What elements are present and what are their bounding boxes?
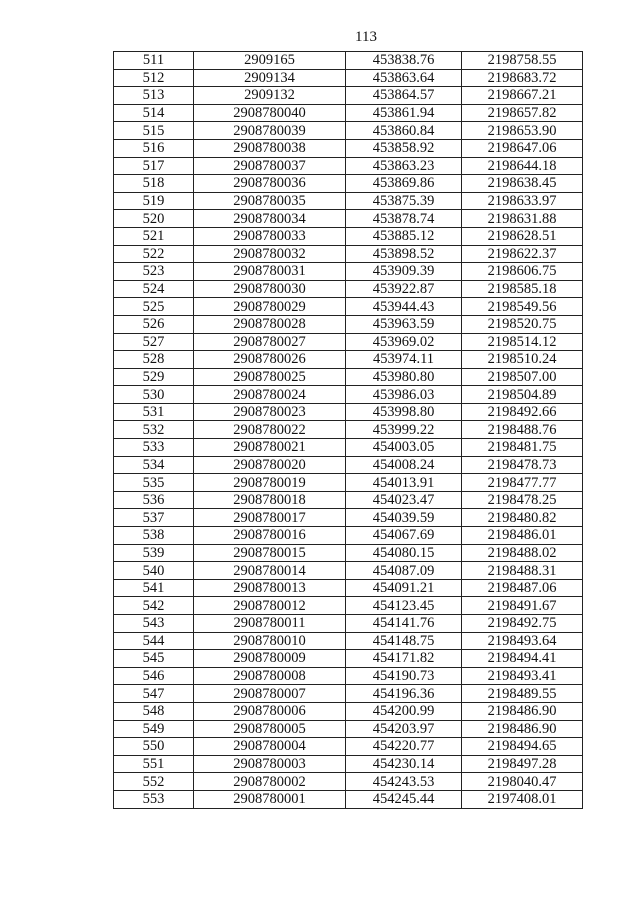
y-coordinate-cell: 2198622.37 — [462, 245, 583, 263]
x-coordinate-cell: 454087.09 — [346, 562, 462, 580]
table-row — [114, 527, 583, 545]
row-number-cell: 526 — [114, 315, 194, 333]
row-number-cell: 551 — [114, 755, 194, 773]
y-coordinate-cell: 2198493.41 — [462, 667, 583, 685]
table-row — [114, 597, 583, 615]
row-number-cell: 543 — [114, 615, 194, 633]
y-coordinate-cell: 2198492.66 — [462, 403, 583, 421]
row-number-cell: 513 — [114, 87, 194, 105]
point-id-cell: 2908780028 — [194, 315, 346, 333]
x-coordinate-cell: 453863.23 — [346, 157, 462, 175]
point-id-cell: 2908780038 — [194, 139, 346, 157]
x-coordinate-cell: 453999.22 — [346, 421, 462, 439]
y-coordinate-cell: 2198631.88 — [462, 210, 583, 228]
y-coordinate-cell: 2198481.75 — [462, 439, 583, 457]
y-coordinate-cell: 2198638.45 — [462, 175, 583, 193]
x-coordinate-cell: 453885.12 — [346, 227, 462, 245]
x-coordinate-cell: 454080.15 — [346, 544, 462, 562]
table-row — [114, 52, 583, 70]
row-number-cell: 525 — [114, 298, 194, 316]
x-coordinate-cell: 454243.53 — [346, 773, 462, 791]
table-row — [114, 474, 583, 492]
x-coordinate-cell: 454200.99 — [346, 702, 462, 720]
row-number-cell: 529 — [114, 368, 194, 386]
point-id-cell: 2908780018 — [194, 491, 346, 509]
table-row — [114, 773, 583, 791]
table-row — [114, 439, 583, 457]
x-coordinate-cell: 454203.97 — [346, 720, 462, 738]
y-coordinate-cell: 2198491.67 — [462, 597, 583, 615]
point-id-cell: 2908780014 — [194, 562, 346, 580]
x-coordinate-cell: 453838.76 — [346, 52, 462, 70]
x-coordinate-cell: 454067.69 — [346, 527, 462, 545]
table-row — [114, 755, 583, 773]
point-id-cell: 2908780040 — [194, 104, 346, 122]
point-id-cell: 2908780022 — [194, 421, 346, 439]
table-row — [114, 491, 583, 509]
table-row — [114, 175, 583, 193]
y-coordinate-cell: 2198494.65 — [462, 738, 583, 756]
row-number-cell: 548 — [114, 702, 194, 720]
x-coordinate-cell: 454091.21 — [346, 579, 462, 597]
point-id-cell: 2908780008 — [194, 667, 346, 685]
row-number-cell: 533 — [114, 439, 194, 457]
x-coordinate-cell: 453878.74 — [346, 210, 462, 228]
x-coordinate-cell: 453963.59 — [346, 315, 462, 333]
x-coordinate-cell: 453969.02 — [346, 333, 462, 351]
y-coordinate-cell: 2197408.01 — [462, 790, 583, 808]
row-number-cell: 518 — [114, 175, 194, 193]
point-id-cell: 2908780005 — [194, 720, 346, 738]
x-coordinate-cell: 454013.91 — [346, 474, 462, 492]
table-row — [114, 227, 583, 245]
table-row — [114, 315, 583, 333]
row-number-cell: 523 — [114, 263, 194, 281]
point-id-cell: 2908780004 — [194, 738, 346, 756]
x-coordinate-cell: 454196.36 — [346, 685, 462, 703]
x-coordinate-cell: 453861.94 — [346, 104, 462, 122]
table-row — [114, 720, 583, 738]
y-coordinate-cell: 2198488.76 — [462, 421, 583, 439]
row-number-cell: 527 — [114, 333, 194, 351]
x-coordinate-cell: 453980.80 — [346, 368, 462, 386]
row-number-cell: 538 — [114, 527, 194, 545]
x-coordinate-cell: 453869.86 — [346, 175, 462, 193]
point-id-cell: 2908780006 — [194, 702, 346, 720]
table-row — [114, 210, 583, 228]
table-row — [114, 245, 583, 263]
row-number-cell: 517 — [114, 157, 194, 175]
y-coordinate-cell: 2198497.28 — [462, 755, 583, 773]
table-row — [114, 509, 583, 527]
point-id-cell: 2908780017 — [194, 509, 346, 527]
y-coordinate-cell: 2198477.77 — [462, 474, 583, 492]
table-row — [114, 421, 583, 439]
row-number-cell: 512 — [114, 69, 194, 87]
point-id-cell: 2908780030 — [194, 280, 346, 298]
point-id-cell: 2908780034 — [194, 210, 346, 228]
table-row — [114, 139, 583, 157]
y-coordinate-cell: 2198488.02 — [462, 544, 583, 562]
x-coordinate-cell: 454039.59 — [346, 509, 462, 527]
row-number-cell: 547 — [114, 685, 194, 703]
point-id-cell: 2908780021 — [194, 439, 346, 457]
y-coordinate-cell: 2198657.82 — [462, 104, 583, 122]
y-coordinate-cell: 2198633.97 — [462, 192, 583, 210]
point-id-cell: 2908780007 — [194, 685, 346, 703]
point-id-cell: 2908780039 — [194, 122, 346, 140]
y-coordinate-cell: 2198514.12 — [462, 333, 583, 351]
point-id-cell: 2908780024 — [194, 386, 346, 404]
point-id-cell: 2908780009 — [194, 650, 346, 668]
table-row — [114, 456, 583, 474]
y-coordinate-cell: 2198494.41 — [462, 650, 583, 668]
table-row — [114, 368, 583, 386]
y-coordinate-cell: 2198040.47 — [462, 773, 583, 791]
point-id-cell: 2908780031 — [194, 263, 346, 281]
x-coordinate-cell: 453875.39 — [346, 192, 462, 210]
point-id-cell: 2908780023 — [194, 403, 346, 421]
row-number-cell: 511 — [114, 52, 194, 70]
row-number-cell: 515 — [114, 122, 194, 140]
row-number-cell: 528 — [114, 351, 194, 369]
table-row — [114, 298, 583, 316]
table-row — [114, 615, 583, 633]
point-id-cell: 2908780025 — [194, 368, 346, 386]
x-coordinate-cell: 454008.24 — [346, 456, 462, 474]
x-coordinate-cell: 453864.57 — [346, 87, 462, 105]
table-row — [114, 650, 583, 668]
point-id-cell: 2908780033 — [194, 227, 346, 245]
x-coordinate-cell: 453974.11 — [346, 351, 462, 369]
point-id-cell: 2908780019 — [194, 474, 346, 492]
table-row — [114, 104, 583, 122]
table-row — [114, 333, 583, 351]
row-number-cell: 550 — [114, 738, 194, 756]
row-number-cell: 544 — [114, 632, 194, 650]
table-row — [114, 667, 583, 685]
x-coordinate-cell: 454190.73 — [346, 667, 462, 685]
row-number-cell: 549 — [114, 720, 194, 738]
row-number-cell: 553 — [114, 790, 194, 808]
point-id-cell: 2908780010 — [194, 632, 346, 650]
y-coordinate-cell: 2198585.18 — [462, 280, 583, 298]
point-id-cell: 2908780029 — [194, 298, 346, 316]
point-id-cell: 2908780002 — [194, 773, 346, 791]
point-id-cell: 2909132 — [194, 87, 346, 105]
row-number-cell: 532 — [114, 421, 194, 439]
y-coordinate-cell: 2198683.72 — [462, 69, 583, 87]
row-number-cell: 542 — [114, 597, 194, 615]
table-row — [114, 386, 583, 404]
table-row — [114, 122, 583, 140]
x-coordinate-cell: 453898.52 — [346, 245, 462, 263]
table-row — [114, 738, 583, 756]
y-coordinate-cell: 2198644.18 — [462, 157, 583, 175]
row-number-cell: 539 — [114, 544, 194, 562]
table-row — [114, 192, 583, 210]
y-coordinate-cell: 2198478.25 — [462, 491, 583, 509]
x-coordinate-cell: 454141.76 — [346, 615, 462, 633]
x-coordinate-cell: 454003.05 — [346, 439, 462, 457]
row-number-cell: 535 — [114, 474, 194, 492]
row-number-cell: 521 — [114, 227, 194, 245]
row-number-cell: 537 — [114, 509, 194, 527]
row-number-cell: 514 — [114, 104, 194, 122]
y-coordinate-cell: 2198493.64 — [462, 632, 583, 650]
table-row — [114, 403, 583, 421]
y-coordinate-cell: 2198487.06 — [462, 579, 583, 597]
point-id-cell: 2908780012 — [194, 597, 346, 615]
point-id-cell: 2909134 — [194, 69, 346, 87]
table-row — [114, 157, 583, 175]
row-number-cell: 534 — [114, 456, 194, 474]
y-coordinate-cell: 2198507.00 — [462, 368, 583, 386]
y-coordinate-cell: 2198488.31 — [462, 562, 583, 580]
row-number-cell: 530 — [114, 386, 194, 404]
y-coordinate-cell: 2198486.01 — [462, 527, 583, 545]
table-row — [114, 790, 583, 808]
y-coordinate-cell: 2198478.73 — [462, 456, 583, 474]
y-coordinate-cell: 2198486.90 — [462, 720, 583, 738]
row-number-cell: 545 — [114, 650, 194, 668]
point-id-cell: 2908780016 — [194, 527, 346, 545]
point-id-cell: 2908780011 — [194, 615, 346, 633]
y-coordinate-cell: 2198489.55 — [462, 685, 583, 703]
coordinates-table — [113, 51, 583, 809]
point-id-cell: 2908780001 — [194, 790, 346, 808]
x-coordinate-cell: 453909.39 — [346, 263, 462, 281]
x-coordinate-cell: 453860.84 — [346, 122, 462, 140]
y-coordinate-cell: 2198510.24 — [462, 351, 583, 369]
row-number-cell: 531 — [114, 403, 194, 421]
y-coordinate-cell: 2198504.89 — [462, 386, 583, 404]
x-coordinate-cell: 454245.44 — [346, 790, 462, 808]
point-id-cell: 2908780003 — [194, 755, 346, 773]
y-coordinate-cell: 2198628.51 — [462, 227, 583, 245]
row-number-cell: 540 — [114, 562, 194, 580]
point-id-cell: 2908780020 — [194, 456, 346, 474]
x-coordinate-cell: 453858.92 — [346, 139, 462, 157]
y-coordinate-cell: 2198492.75 — [462, 615, 583, 633]
x-coordinate-cell: 454171.82 — [346, 650, 462, 668]
table-row — [114, 263, 583, 281]
row-number-cell: 552 — [114, 773, 194, 791]
row-number-cell: 516 — [114, 139, 194, 157]
x-coordinate-cell: 454023.47 — [346, 491, 462, 509]
table-row — [114, 632, 583, 650]
y-coordinate-cell: 2198486.90 — [462, 702, 583, 720]
x-coordinate-cell: 454230.14 — [346, 755, 462, 773]
x-coordinate-cell: 453998.80 — [346, 403, 462, 421]
point-id-cell: 2908780037 — [194, 157, 346, 175]
table-row — [114, 562, 583, 580]
row-number-cell: 524 — [114, 280, 194, 298]
x-coordinate-cell: 454123.45 — [346, 597, 462, 615]
page-number: 113 — [355, 29, 377, 45]
y-coordinate-cell: 2198520.75 — [462, 315, 583, 333]
row-number-cell: 541 — [114, 579, 194, 597]
table-row — [114, 87, 583, 105]
table-row — [114, 702, 583, 720]
table-row — [114, 69, 583, 87]
table-row — [114, 351, 583, 369]
y-coordinate-cell: 2198653.90 — [462, 122, 583, 140]
point-id-cell: 2908780027 — [194, 333, 346, 351]
y-coordinate-cell: 2198480.82 — [462, 509, 583, 527]
point-id-cell: 2908780026 — [194, 351, 346, 369]
y-coordinate-cell: 2198606.75 — [462, 263, 583, 281]
table-row — [114, 544, 583, 562]
row-number-cell: 522 — [114, 245, 194, 263]
point-id-cell: 2908780036 — [194, 175, 346, 193]
point-id-cell: 2908780035 — [194, 192, 346, 210]
y-coordinate-cell: 2198549.56 — [462, 298, 583, 316]
row-number-cell: 520 — [114, 210, 194, 228]
point-id-cell: 2908780032 — [194, 245, 346, 263]
table-row — [114, 685, 583, 703]
x-coordinate-cell: 453922.87 — [346, 280, 462, 298]
row-number-cell: 519 — [114, 192, 194, 210]
table-body — [114, 52, 583, 809]
x-coordinate-cell: 454148.75 — [346, 632, 462, 650]
y-coordinate-cell: 2198758.55 — [462, 52, 583, 70]
x-coordinate-cell: 454220.77 — [346, 738, 462, 756]
x-coordinate-cell: 453863.64 — [346, 69, 462, 87]
y-coordinate-cell: 2198647.06 — [462, 139, 583, 157]
row-number-cell: 546 — [114, 667, 194, 685]
y-coordinate-cell: 2198667.21 — [462, 87, 583, 105]
x-coordinate-cell: 453986.03 — [346, 386, 462, 404]
point-id-cell: 2909165 — [194, 52, 346, 70]
table-row — [114, 579, 583, 597]
point-id-cell: 2908780013 — [194, 579, 346, 597]
row-number-cell: 536 — [114, 491, 194, 509]
table-row — [114, 280, 583, 298]
point-id-cell: 2908780015 — [194, 544, 346, 562]
x-coordinate-cell: 453944.43 — [346, 298, 462, 316]
